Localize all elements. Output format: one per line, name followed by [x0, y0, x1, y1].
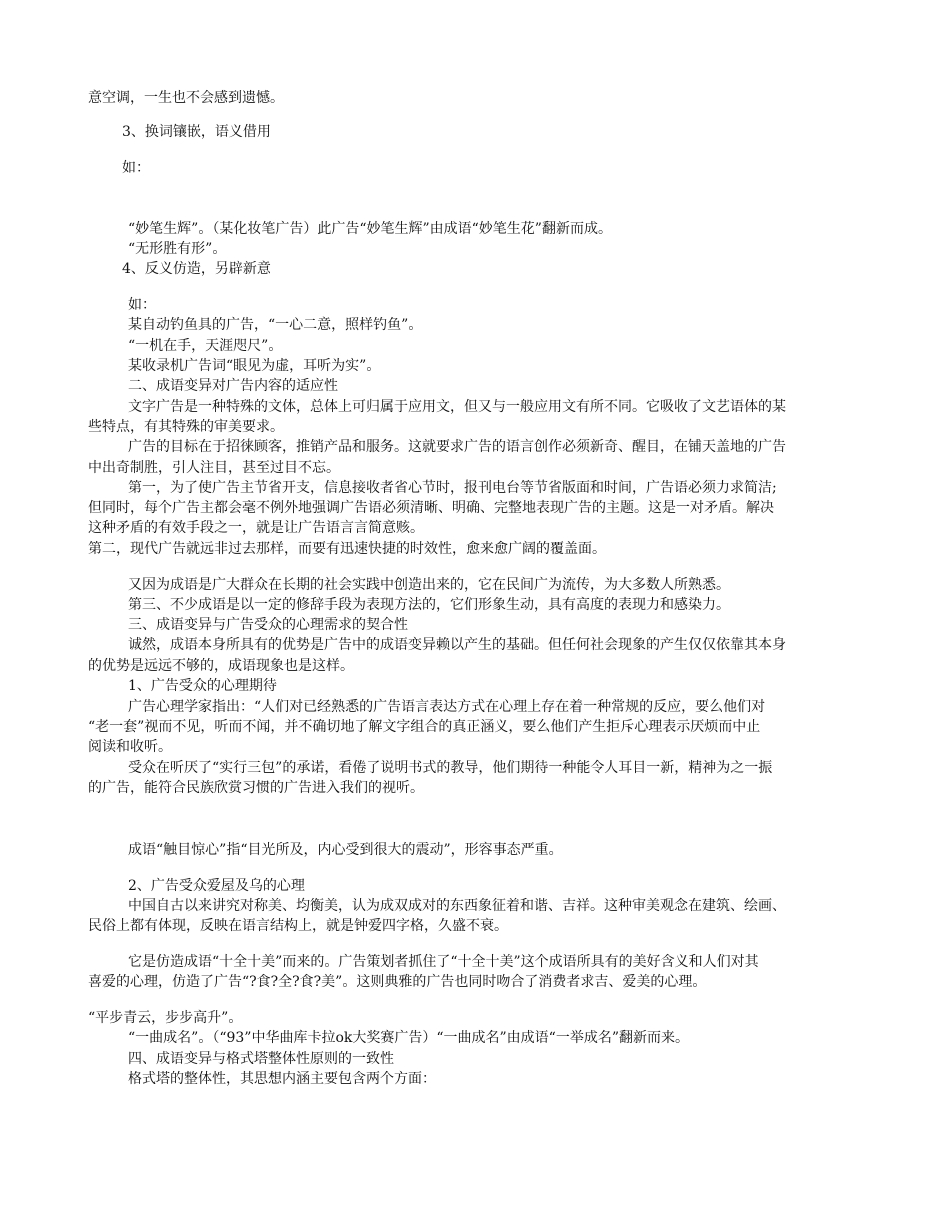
text-line-5: “无形胜有形”。 — [128, 241, 227, 257]
text-line-10: 某收录机广告词“眼见为虚，耳听为实”。 — [128, 358, 381, 374]
text-line-16: 第一，为了使广告主节省开支，信息接收者省心节时，报刊电台等节省版面和时间，广告语必须力求简洁; — [128, 480, 777, 496]
section-heading-3: 3、换词镶嵌，语义借用 — [122, 124, 271, 140]
text-line-34: 民俗上都有体现，反映在语言结构上，就是钟爱四字格，久盛不衰。 — [88, 918, 508, 934]
text-line-24: 的优势是远远不够的，成语现象也是这样。 — [88, 658, 354, 674]
text-line-4: “妙笔生辉”。（某化妆笔广告）此广告“妙笔生辉”由成语“妙笔生花”翻新而成。 — [128, 221, 612, 237]
text-line-15: 中出奇制胜，引人注目，甚至过目不忘。 — [88, 460, 340, 476]
text-line-35: 它是仿造成语“十全十美”而来的。广告策划者抓住了“十全十美”这个成语所具有的美好含义和人们对其 — [128, 954, 759, 970]
text-line-example-label: 如： — [122, 160, 150, 176]
text-line-36: 喜爱的心理，仿造了广告“?食?全?食?美”。这则典雅的广告也同时吻合了消费者求吉、爱美的心理。 — [88, 974, 707, 990]
section-heading-4: 4、反义仿造，另辟新意 — [122, 261, 271, 277]
text-line-8: 某自动钓鱼具的广告，“一心二意，照样钓鱼”。 — [128, 317, 423, 333]
section-heading-er: 二、成语变异对广告内容的适应性 — [128, 378, 338, 394]
text-line-33: 中国自古以来讲究对称美、均衡美，认为成双成对的东西象征着和谐、吉祥。这种审美观念在建筑、绘画、 — [128, 898, 786, 914]
section-heading-si: 四、成语变异与格式塔整体性原则的一致性 — [128, 1051, 394, 1067]
section-heading-1: 1、广告受众的心理期待 — [128, 678, 277, 694]
text-line-31: 成语“触目惊心”指“目光所及，内心受到很大的震动”，形容事态严重。 — [128, 842, 563, 858]
text-line-40: 格式塔的整体性，其思想内涵主要包含两个方面： — [128, 1071, 436, 1087]
section-heading-2: 2、广告受众爱屋及乌的心理 — [128, 878, 305, 894]
text-line-17: 但同时，每个广告主都会毫不例外地强调广告语必须清晰、明确、完整地表现广告的主题。这是一对矛盾。解决 — [88, 500, 774, 516]
text-line-9: “一机在手，天涯咫尺”。 — [128, 338, 283, 354]
text-line-13: 些特点，有其特殊的审美要求。 — [88, 419, 284, 435]
text-line-37: “平步青云，步步高升”。 — [88, 1010, 243, 1026]
text-line-18: 这种矛盾的有效手段之一，就是让广告语言言简意赅。 — [88, 520, 424, 536]
text-line-20: 又因为成语是广大群众在长期的社会实践中创造出来的，它在民间广为流传，为大多数人所熟悉。 — [128, 577, 730, 593]
text-line-19: 第二，现代广告就远非过去那样，而要有迅速快捷的时效性，愈来愈广阔的覆盖面。 — [88, 541, 606, 557]
section-heading-san: 三、成语变异与广告受众的心理需求的契合性 — [128, 617, 408, 633]
text-line-example-label-2: 如： — [128, 297, 156, 313]
text-line-29: 受众在听厌了“实行三包”的承诺，看倦了说明书式的教导，他们期待一种能令人耳目一新，精神为之一振 — [128, 760, 773, 776]
text-line-12: 文字广告是一种特殊的文体，总体上可归属于应用文，但又与一般应用文有所不同。它吸收了文艺语体的某 — [128, 399, 786, 415]
text-line-38: “一曲成名”。（“93”中华曲库卡拉ok大奖赛广告）“一曲成名”由成语“一举成名”翻新而来。 — [128, 1030, 689, 1046]
text-line-28: 阅读和收听。 — [88, 739, 172, 755]
text-line-27: “老一套”视而不见，听而不闻，并不确切地了解文字组合的真正涵义，要么他们产生拒斥心理表示厌烦而中止 — [88, 719, 761, 735]
text-line-21: 第三、不少成语是以一定的修辞手段为表现方法的，它们形象生动，具有高度的表现力和感染力。 — [128, 597, 730, 613]
text-line-1: 意空调，一生也不会感到遗憾。 — [88, 90, 284, 106]
text-line-30: 的广告，能符合民族欣赏习惯的广告进入我们的视听。 — [88, 780, 424, 796]
text-line-26: 广告心理学家指出：“人们对已经熟悉的广告语言表达方式在心理上存在着一种常规的反应，要么他们对 — [128, 699, 766, 715]
text-line-23: 诚然，成语本身所具有的优势是广告中的成语变异赖以产生的基础。但任何社会现象的产生仅仅依靠其本身 — [128, 637, 786, 653]
text-line-14: 广告的目标在于招徕顾客，推销产品和服务。这就要求广告的语言创作必须新奇、醒目，在铺天盖地的广告 — [128, 439, 786, 455]
